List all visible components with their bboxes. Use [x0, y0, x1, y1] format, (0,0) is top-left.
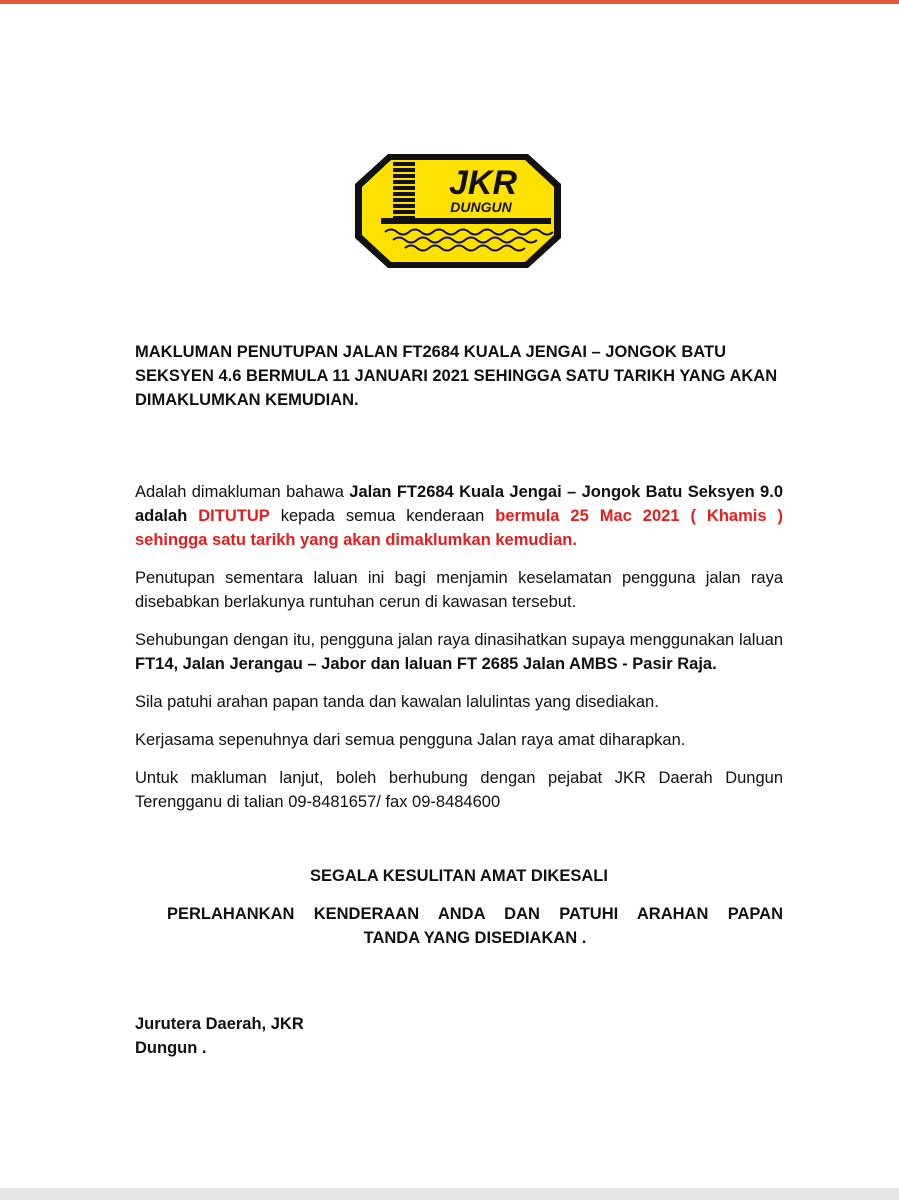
- p1-road: Jalan FT2684 Kuala Jengai – Jongok Batu Seksyen 9.0 adalah: [135, 483, 783, 525]
- bottom-bar: [0, 1188, 899, 1200]
- p3-routes: FT14, Jalan Jerangau – Jabor dan laluan FT 2685 Jalan AMBS - Pasir Raja.: [135, 655, 717, 673]
- paragraph-alternative: [135, 628, 783, 676]
- p1-vehicles: kepada semua kenderaan: [269, 507, 496, 525]
- p1-text: Adalah dimakluman bahawa: [135, 483, 350, 501]
- jkr-logo-icon: [353, 152, 563, 270]
- signature-line1: Jurutera Daerah, JKR: [135, 1015, 304, 1033]
- p3-text: Sehubungan dengan itu, pengguna jalan raya dinasihatkan supaya menggunakan laluan: [135, 631, 783, 649]
- notice-body: [135, 340, 783, 1060]
- closing-warning-line2: TANDA YANG DISEDIAKAN .: [363, 929, 587, 947]
- p1-closed: DITUTUP: [198, 507, 270, 525]
- closing-apology: SEGALA KESULITAN AMAT DIKESALI: [310, 867, 608, 885]
- paragraph-closure: [135, 480, 783, 552]
- top-accent-bar: [0, 0, 899, 4]
- signature-line2: Dungun .: [135, 1039, 207, 1057]
- closing-warning-line1: PERLAHANKAN KENDERAAN ANDA DAN PATUHI ARAHAN PAPAN: [167, 905, 783, 923]
- logo-text-main: JKR: [448, 164, 518, 202]
- paragraph-reason: Penutupan sementara laluan ini bagi menjamin keselamatan pengguna jalan raya disebabkan berlakunya runtuhan cerun di kawasan tersebut.: [135, 569, 783, 611]
- notice-title: MAKLUMAN PENUTUPAN JALAN FT2684 KUALA JENGAI – JONGOK BATU SEKSYEN 4.6 BERMULA 11 JANUARI 2021 SEHINGGA SATU TARIKH YANG AKAN DIMAKLUMKAN KEMUDIAN.: [135, 343, 778, 409]
- p1-date: bermula 25 Mac 2021 ( Khamis ) sehingga satu tarikh yang akan dimaklumkan kemudian.: [135, 507, 783, 549]
- logo-text-sub: DUNGUN: [450, 199, 512, 215]
- paragraph-cooperation: Kerjasama sepenuhnya dari semua pengguna Jalan raya amat diharapkan.: [135, 731, 686, 749]
- paragraph-signage: Sila patuhi arahan papan tanda dan kawalan lalulintas yang disediakan.: [135, 693, 659, 711]
- paragraph-contact: Untuk makluman lanjut, boleh berhubung dengan pejabat JKR Daerah Dungun Terengganu di talian 09-8481657/ fax 09-8484600: [135, 769, 783, 811]
